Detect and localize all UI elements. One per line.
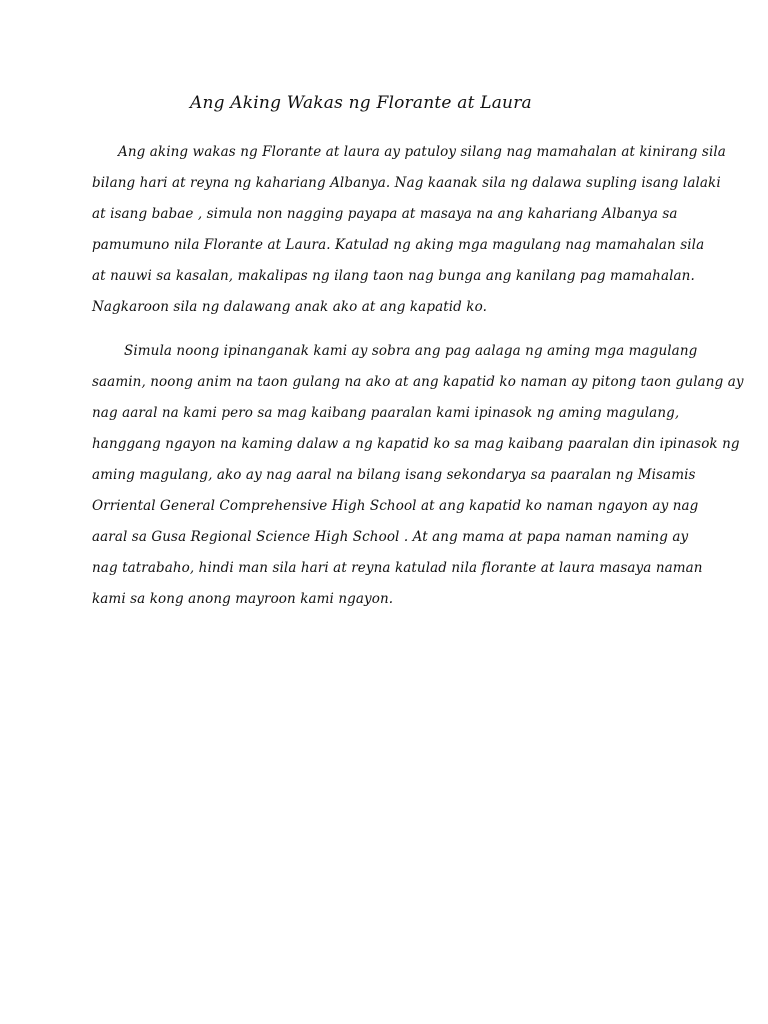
paragraph-line: bilang hari at reyna ng kahariang Albanya. Nag kaanak sila ng dalawa supling isang lalaki: [92, 175, 721, 191]
paragraph-line: Ang aking wakas ng Florante at laura ay patuloy silang nag mamahalan at kinirang sila: [118, 144, 726, 160]
paragraph-line: Nagkaroon sila ng dalawang anak ako at ang kapatid ko.: [92, 299, 487, 315]
paragraph-line: saamin, noong anim na taon gulang na ako at ang kapatid ko naman ay pitong taon gulang ay: [92, 374, 744, 390]
paragraph-line: hanggang ngayon na kaming dalaw a ng kapatid ko sa mag kaibang paaralan din ipinasok ng: [92, 436, 740, 452]
paragraph-line: at nauwi sa kasalan, makalipas ng ilang taon nag bunga ang kanilang pag mamahalan.: [92, 268, 695, 284]
paragraph-line: aaral sa Gusa Regional Science High School . At ang mama at papa naman naming ay: [92, 529, 689, 545]
document-title: Ang Aking Wakas ng Florante at Laura: [190, 93, 532, 113]
paragraph-line: Orriental General Comprehensive High School at ang kapatid ko naman ngayon ay nag: [92, 498, 699, 514]
paragraph-line: nag aaral na kami pero sa mag kaibang paaralan kami ipinasok ng aming magulang,: [92, 405, 680, 421]
paragraph-line: kami sa kong anong mayroon kami ngayon.: [92, 591, 394, 607]
paragraph-line: nag tatrabaho, hindi man sila hari at reyna katulad nila florante at laura masaya naman: [92, 560, 703, 576]
paragraph-line: at isang babae , simula non nagging payapa at masaya na ang kahariang Albanya sa: [92, 206, 678, 222]
paragraph-line: aming magulang, ako ay nag aaral na bilang isang sekondarya sa paaralan ng Misamis: [92, 467, 696, 483]
paragraph-line: Simula noong ipinanganak kami ay sobra ang pag aalaga ng aming mga magulang: [124, 343, 698, 359]
paragraph-line: pamumuno nila Florante at Laura. Katulad ng aking mga magulang nag mamahalan sila: [92, 237, 705, 253]
